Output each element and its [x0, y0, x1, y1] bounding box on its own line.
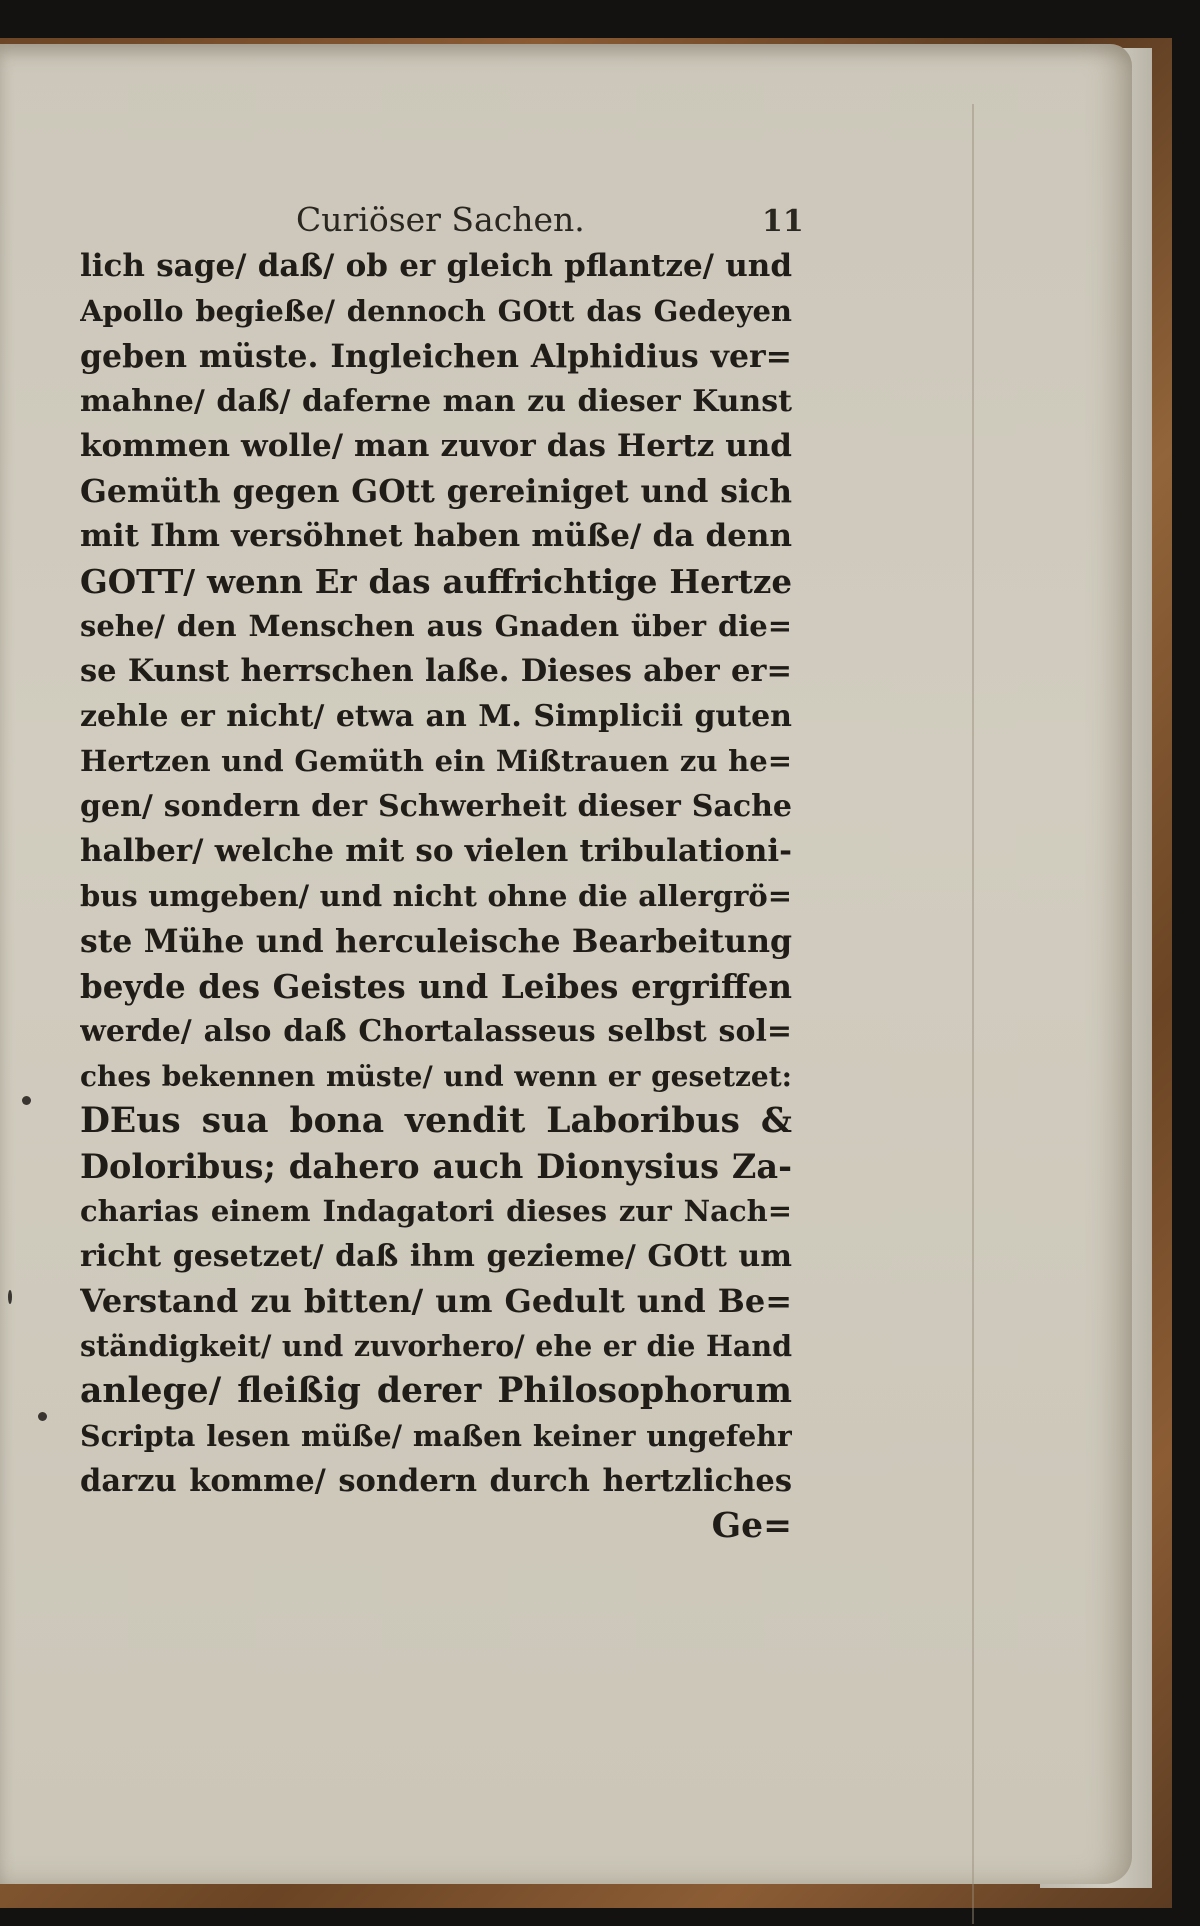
- binding-hole: [38, 1412, 47, 1421]
- text-line: beyde des Geistes und Leibes ergriffen: [80, 967, 792, 1006]
- text-line: werde/ also daß Chortalasseus selbst sol=: [80, 1014, 792, 1049]
- text-line: sehe/ den Menschen aus Gnaden über die=: [80, 609, 792, 643]
- text-line: Scripta lesen müße/ maßen keiner ungefehr: [80, 1419, 792, 1453]
- text-line: bus umgeben/ und nicht ohne die allergrö=: [80, 879, 792, 913]
- text-line: kommen wolle/ man zuvor das Hertz und: [80, 428, 792, 464]
- text-line: Verstand zu bitten/ um Gedult und Be=: [80, 1282, 792, 1320]
- text-line: anlege/ fleißig derer Philosophorum: [80, 1371, 792, 1411]
- text-line: ste Mühe und herculeische Bearbeitung: [80, 923, 792, 960]
- page-number: 11: [762, 204, 804, 239]
- page-fold: [972, 104, 974, 1924]
- text-line: Gemüth gegen GOtt gereiniget und sich: [80, 473, 792, 510]
- binding-hole: [22, 1096, 31, 1105]
- text-line: charias einem Indagatori dieses zur Nach=: [80, 1194, 792, 1228]
- catchword: Ge=: [711, 1506, 792, 1546]
- text-line: zehle er nicht/ etwa an M. Simplicii guten: [80, 699, 792, 734]
- body-text: [80, 244, 792, 1549]
- binding-hole: [8, 1290, 12, 1304]
- text-line: se Kunst herrschen laße. Dieses aber er=: [80, 653, 792, 689]
- text-line: ständigkeit/ und zuvorhero/ ehe er die Hand: [80, 1329, 792, 1363]
- text-line: darzu komme/ sondern durch hertzliches: [80, 1463, 792, 1499]
- text-line: richt gesetzet/ daß ihm gezieme/ GOtt um: [80, 1239, 792, 1274]
- text-line: gen/ sondern der Schwerheit dieser Sache: [80, 789, 792, 824]
- text-line: geben müste. Ingleichen Alphidius ver=: [80, 338, 792, 375]
- text-line: Apollo begieße/ dennoch GOtt das Gedeyen: [80, 294, 792, 328]
- text-line: lich sage/ daß/ ob er gleich pflantze/ und: [80, 248, 792, 284]
- text-line: ches bekennen müste/ und wenn er gesetzet:: [80, 1060, 792, 1093]
- text-line: mahne/ daß/ daferne man zu dieser Kunst: [80, 384, 792, 419]
- text-line: DEus sua bona vendit Laboribus &: [80, 1101, 792, 1141]
- running-head: Curiöser Sachen.: [296, 200, 585, 239]
- text-line: GOTT/ wenn Er das auffrichtige Hertze: [80, 562, 792, 601]
- text-line: Doloribus; dahero auch Dionysius Za-: [80, 1147, 792, 1186]
- text-line: halber/ welche mit so vielen tribulationi-: [80, 833, 792, 869]
- text-line: Hertzen und Gemüth ein Mißtrauen zu he=: [80, 744, 792, 778]
- text-line: mit Ihm versöhnet haben müße/ da denn: [80, 518, 792, 554]
